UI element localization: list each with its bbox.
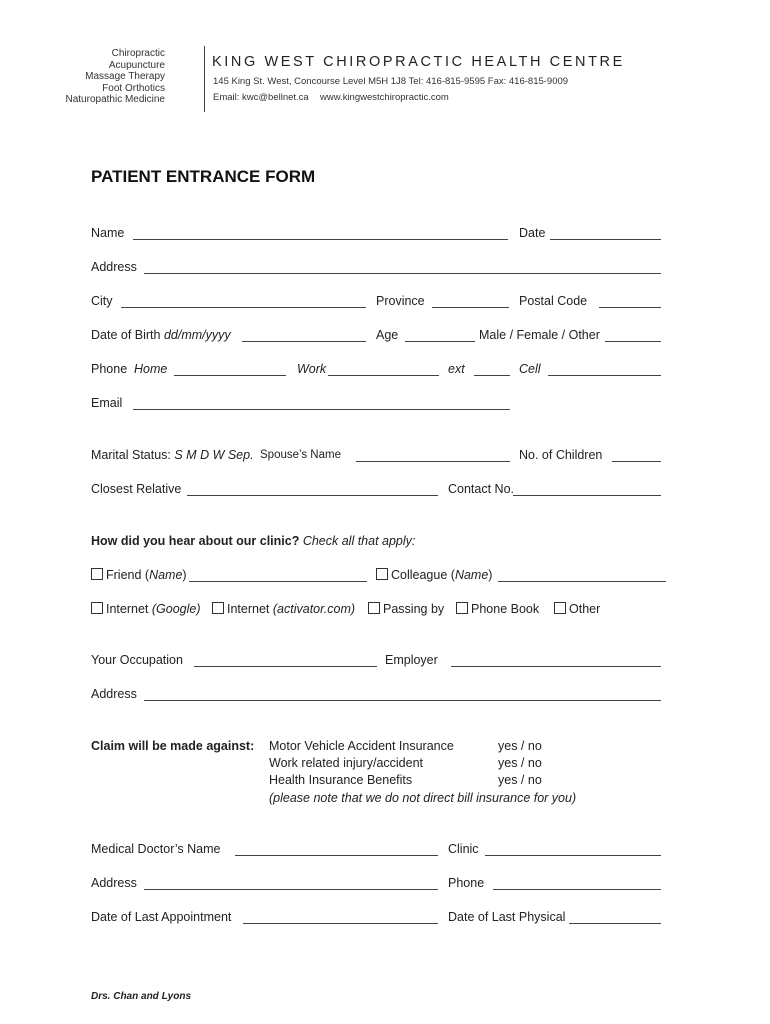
claim-item-answer[interactable]: yes / no (498, 739, 542, 753)
spouse-name-field[interactable] (356, 450, 510, 462)
address3-field[interactable] (144, 878, 438, 890)
phone-book-option[interactable]: Phone Book (456, 602, 539, 616)
internet-google-checkbox[interactable] (91, 602, 103, 614)
colleague-option[interactable]: Colleague (Name) (376, 568, 492, 582)
work-phone-field[interactable] (328, 364, 439, 376)
marital-status-label: Marital Status: S M D W Sep. (91, 448, 254, 462)
friend-name-field[interactable] (189, 570, 367, 582)
email-field[interactable] (133, 398, 510, 410)
claim-item-label: Health Insurance Benefits (269, 773, 413, 787)
dob-format: dd/mm/yyyy (163, 328, 231, 342)
dob-label: Date of Birth dd/mm/yyyy (91, 328, 231, 342)
services-list (5, 48, 165, 106)
occupation-label: Your Occupation (91, 653, 183, 667)
spouse-name-label: Spouse’s Name (260, 449, 341, 461)
service-item: Foot Orthotics (102, 82, 165, 94)
phone-label: Phone (91, 362, 128, 376)
address3-label: Address (91, 876, 137, 890)
address2-label: Address (91, 687, 137, 701)
phone2-field[interactable] (493, 878, 661, 890)
last-appointment-field[interactable] (243, 912, 438, 924)
gender-label: Male / Female / Other (479, 328, 600, 342)
passing-by-option[interactable]: Passing by (368, 602, 444, 616)
name-label: Name (91, 226, 125, 240)
service-item: Chiropractic (111, 48, 165, 59)
doctor-name-label: Medical Doctor’s Name (91, 842, 221, 856)
contact-no-field[interactable] (513, 484, 661, 496)
colleague-name-field[interactable] (498, 570, 666, 582)
age-label: Age (376, 328, 399, 342)
clinic-email: Email: kwc@bellnet.ca (213, 92, 309, 103)
clinic-label: Clinic (448, 842, 479, 856)
hear-question: How did you hear about our clinic? Check all that apply: (91, 534, 416, 548)
clinic-name: KING WEST CHIROPRACTIC HEALTH CENTRE (212, 54, 625, 70)
internet-google-option[interactable]: Internet (Google) (91, 602, 201, 616)
last-physical-field[interactable] (569, 912, 661, 924)
friend-checkbox[interactable] (91, 568, 103, 580)
other-checkbox[interactable] (554, 602, 566, 614)
form-title: PATIENT ENTRANCE FORM (91, 167, 316, 186)
claim-item-answer[interactable]: yes / no (498, 773, 542, 787)
doctor-name-field[interactable] (235, 844, 438, 856)
name-field[interactable] (133, 228, 508, 240)
closest-relative-field[interactable] (187, 484, 438, 496)
postal-code-label: Postal Code (519, 294, 588, 308)
city-label: City (91, 294, 113, 308)
cell-label: Cell (519, 362, 541, 376)
closest-relative-label: Closest Relative (91, 482, 182, 496)
last-physical-label: Date of Last Physical (448, 910, 566, 924)
age-field[interactable] (405, 330, 475, 342)
cell-field[interactable] (548, 364, 661, 376)
province-label: Province (376, 294, 425, 308)
date-label: Date (519, 226, 546, 240)
dob-field[interactable] (242, 330, 366, 342)
service-item: Massage Therapy (85, 71, 165, 82)
hear-hint: Check all that apply: (302, 534, 416, 548)
home-label: Home (134, 362, 168, 376)
phone-book-checkbox[interactable] (456, 602, 468, 614)
email-label: Email (91, 396, 123, 410)
postal-code-field[interactable] (599, 296, 661, 308)
home-phone-field[interactable] (174, 364, 286, 376)
service-item: Naturopathic Medicine (65, 94, 165, 105)
province-field[interactable] (432, 296, 509, 308)
claim-note: (please note that we do not direct bill insurance for you) (269, 791, 577, 805)
city-field[interactable] (121, 296, 366, 308)
claim-item-label: Motor Vehicle Accident Insurance (269, 739, 454, 753)
claim-item-answer[interactable]: yes / no (498, 756, 542, 770)
employer-field[interactable] (451, 655, 661, 667)
employer-label: Employer (385, 653, 438, 667)
address2-field[interactable] (144, 689, 661, 701)
contact-no-label: Contact No. (448, 482, 515, 496)
claim-item-label: Work related injury/accident (269, 756, 424, 770)
occupation-field[interactable] (194, 655, 377, 667)
footer-doctors: Drs. Chan and Lyons (91, 991, 192, 1002)
clinic-website: www.kingwestchiropractic.com (320, 92, 449, 103)
work-label: Work (297, 362, 327, 376)
claim-label: Claim will be made against: (91, 739, 255, 753)
ext-field[interactable] (474, 364, 510, 376)
colleague-checkbox[interactable] (376, 568, 388, 580)
date-field[interactable] (550, 228, 661, 240)
children-field[interactable] (612, 450, 661, 462)
passing-by-checkbox[interactable] (368, 602, 380, 614)
friend-option[interactable]: Friend (Name) (91, 568, 187, 582)
phone2-label: Phone (448, 876, 485, 890)
children-label: No. of Children (519, 448, 603, 462)
ext-label: ext (448, 362, 465, 376)
internet-activator-checkbox[interactable] (212, 602, 224, 614)
marital-options: S M D W Sep. (174, 448, 254, 462)
other-option[interactable]: Other (554, 602, 600, 616)
clinic-address: 145 King St. West, Concourse Level M5H 1J8 Tel: 416-815-9595 Fax: 416-815-9009 (213, 76, 569, 87)
clinic-field[interactable] (485, 844, 661, 856)
address-field[interactable] (144, 262, 661, 274)
internet-activator-option[interactable]: Internet (activator.com) (212, 602, 355, 616)
address-label: Address (91, 260, 137, 274)
gender-field[interactable] (605, 330, 661, 342)
last-appointment-label: Date of Last Appointment (91, 910, 232, 924)
header-divider (204, 46, 205, 112)
service-item: Acupuncture (108, 59, 165, 71)
